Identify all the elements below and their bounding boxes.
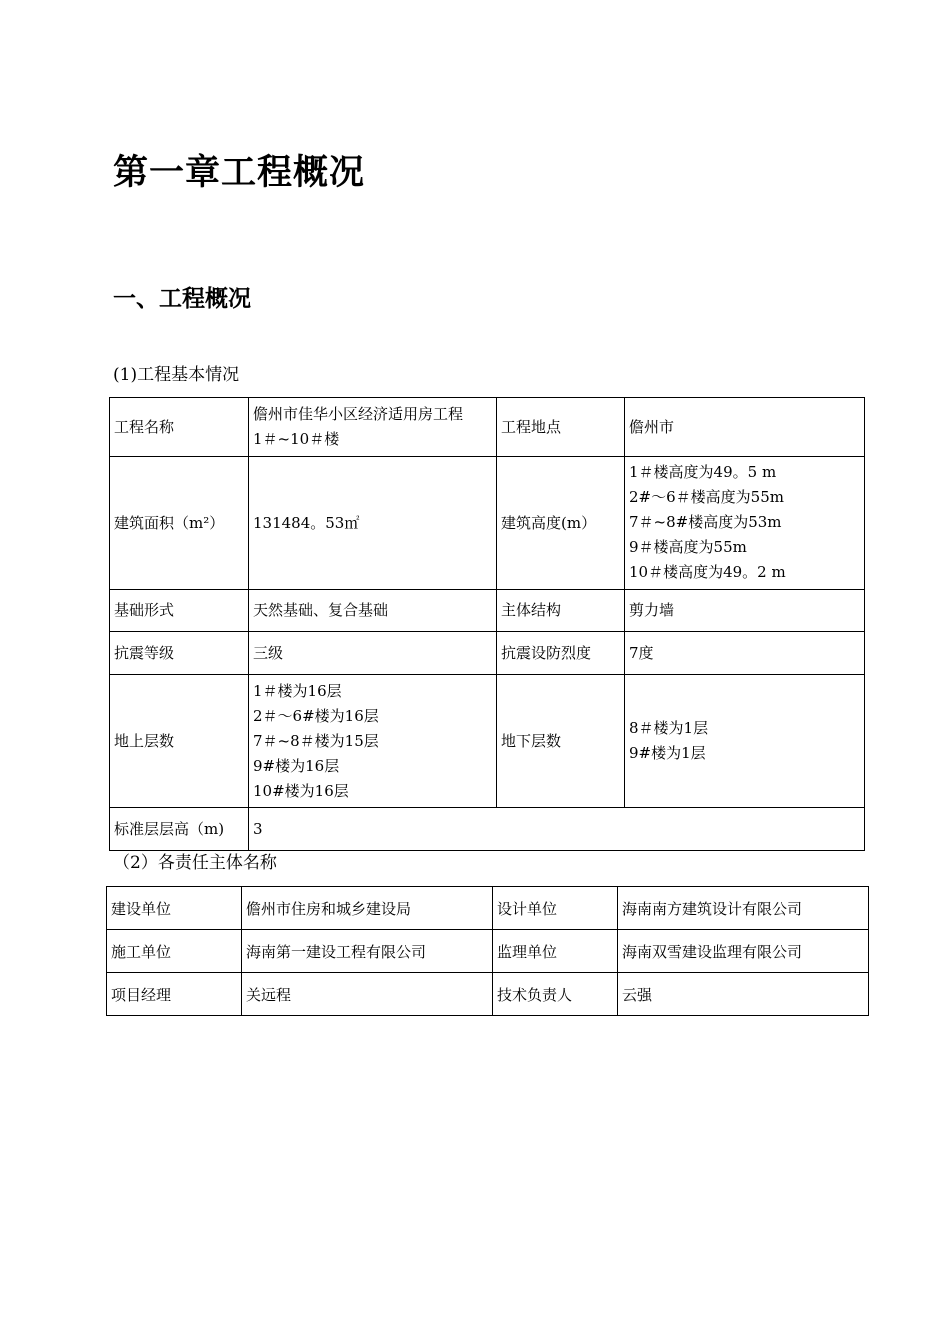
table-row: [107, 973, 869, 1016]
parties-heading: （2）各责任主体名称: [113, 853, 277, 873]
table-row: [110, 675, 865, 808]
height-line: 7＃~8#楼高度为53m: [629, 513, 782, 531]
below-floors-value: [625, 675, 865, 808]
building-height-value: [625, 457, 865, 590]
building-area-value: 131484。53㎡: [249, 457, 497, 590]
foundation-label: 基础形式: [110, 590, 249, 632]
structure-value: 剪力墙: [625, 590, 865, 632]
table-row: [110, 632, 865, 675]
height-line: 10＃楼高度为49。2 m: [629, 563, 786, 581]
table-row: [110, 457, 865, 590]
table-row: [110, 590, 865, 632]
floor-line: 8＃楼为1层: [629, 719, 709, 737]
table-cell: 项目经理: [107, 973, 242, 1016]
height-line: 2#～6＃楼高度为55m: [629, 488, 784, 506]
basic-info-table: [109, 397, 865, 851]
table-row: [107, 887, 869, 930]
table-cell: 建设单位: [107, 887, 242, 930]
structure-label: 主体结构: [497, 590, 625, 632]
basic-info-heading: (1)工程基本情况: [113, 365, 240, 385]
table-cell: 施工单位: [107, 930, 242, 973]
project-name-value: [249, 398, 497, 457]
table-cell: 海南双雪建设监理有限公司: [618, 930, 869, 973]
section-title: 一、工程概况: [113, 286, 251, 312]
chapter-title: 第一章工程概况: [113, 153, 366, 193]
table-row: [110, 808, 865, 851]
height-line: 9＃楼高度为55m: [629, 538, 747, 556]
seismic-grade-value: 三级: [249, 632, 497, 675]
floor-line: 7＃~8＃楼为15层: [253, 731, 379, 750]
above-floors-label: 地上层数: [110, 675, 249, 808]
project-location-value: 儋州市: [625, 398, 865, 457]
seismic-intensity-value: 7度: [625, 632, 865, 675]
table-cell: 技术负责人: [493, 973, 618, 1016]
table-cell: 云强: [618, 973, 869, 1016]
foundation-value: 天然基础、复合基础: [249, 590, 497, 632]
table-row: [107, 930, 869, 973]
above-floors-value: [249, 675, 497, 808]
table-cell: 儋州市住房和城乡建设局: [242, 887, 493, 930]
parties-table: [106, 886, 869, 1016]
seismic-grade-label: 抗震等级: [110, 632, 249, 675]
project-name-line: 1＃~10＃楼: [253, 430, 340, 448]
table-cell: 海南第一建设工程有限公司: [242, 930, 493, 973]
table-row: [110, 398, 865, 457]
project-name-line: 儋州市佳华小区经济适用房工程: [253, 405, 464, 423]
floor-height-label: 标准层层高（m): [110, 808, 249, 851]
floor-line: 10#楼为16层: [253, 781, 349, 800]
floor-line: 9#楼为1层: [629, 744, 706, 762]
seismic-intensity-label: 抗震设防烈度: [497, 632, 625, 675]
below-floors-label: 地下层数: [497, 675, 625, 808]
project-name-label: 工程名称: [110, 398, 249, 457]
table-cell: 关远程: [242, 973, 493, 1016]
building-height-label: 建筑高度(m）: [497, 457, 625, 590]
floor-line: 9#楼为16层: [253, 756, 340, 775]
table-cell: 监理单位: [493, 930, 618, 973]
project-location-label: 工程地点: [497, 398, 625, 457]
floor-height-value: 3: [249, 808, 865, 851]
table-cell: 设计单位: [493, 887, 618, 930]
floor-line: 2＃～6#楼为16层: [253, 706, 379, 725]
building-area-label: 建筑面积（m²）: [110, 457, 249, 590]
floor-line: 1＃楼为16层: [253, 681, 342, 700]
table-cell: 海南南方建筑设计有限公司: [618, 887, 869, 930]
height-line: 1＃楼高度为49。5 m: [629, 463, 777, 481]
